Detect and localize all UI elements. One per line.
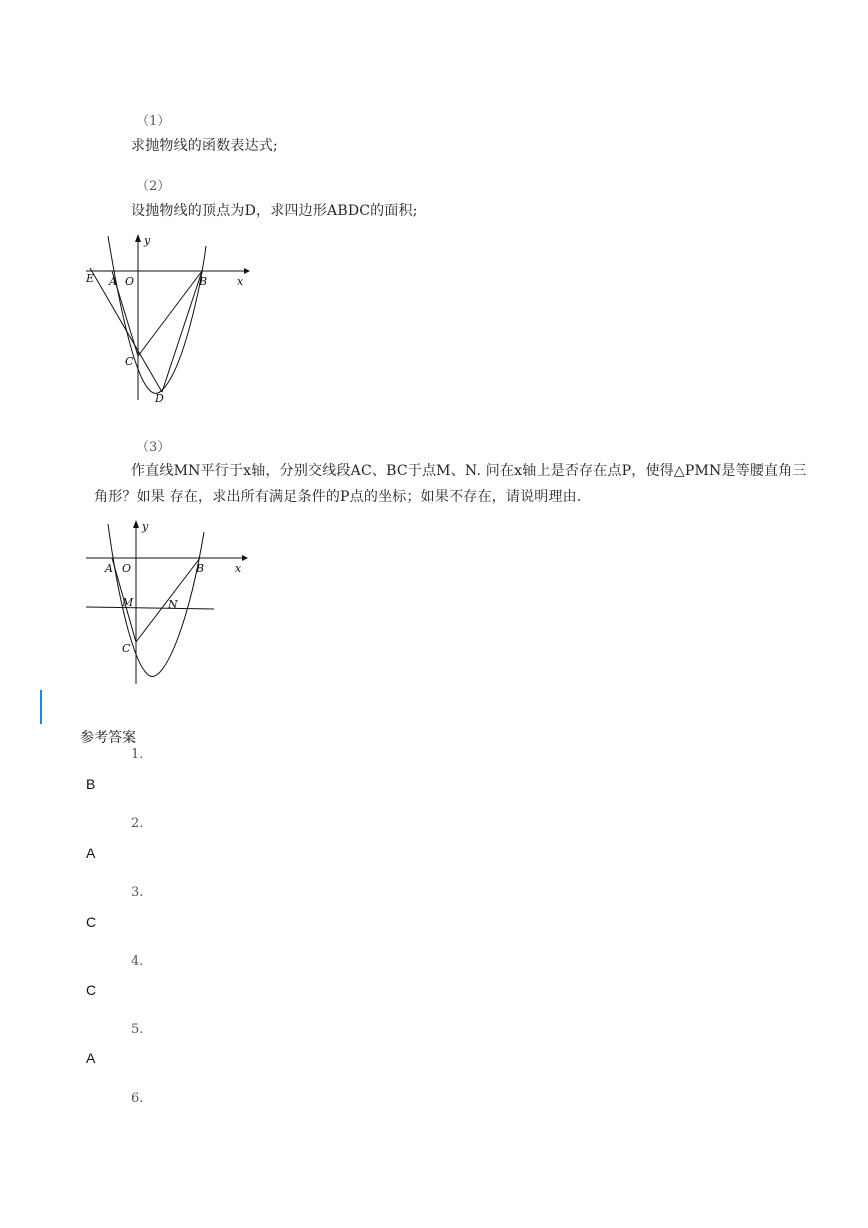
part3-question-line1: 作直线MN平行于x轴，分别交线段AC、BC于点M、N. 问在x轴上是否存在点P，使得△PMN是等腰直角三 <box>131 463 807 479</box>
label-O: O <box>122 562 132 575</box>
label-y: y <box>144 234 151 247</box>
label-A: A <box>109 275 117 288</box>
answers-heading: 参考答案 <box>80 730 136 746</box>
answer-4-value: C <box>86 982 97 998</box>
figure-2-parabola-mn <box>82 518 252 688</box>
answer-1-number: 1. <box>131 747 144 762</box>
label-y: y <box>142 520 149 533</box>
x-axis-arrow-icon <box>244 268 250 274</box>
part2-number: （2） <box>136 179 171 194</box>
label-O: O <box>125 275 135 288</box>
label-B: B <box>196 562 205 575</box>
line-BD <box>162 271 202 392</box>
label-C: C <box>125 355 134 368</box>
label-x: x <box>237 275 244 288</box>
answer-6-number: 6. <box>131 1091 144 1106</box>
answer-5-value: A <box>86 1050 96 1066</box>
parabola-curve <box>108 236 206 393</box>
label-E: E <box>86 272 95 285</box>
label-M: M <box>122 596 134 609</box>
line-CB <box>138 271 202 356</box>
answer-2-number: 2. <box>131 816 144 831</box>
part2-question: 设抛物线的顶点为D，求四边形ABDC的面积; <box>131 203 418 219</box>
answer-3-number: 3. <box>131 885 144 900</box>
label-C: C <box>122 642 131 655</box>
answer-2-value: A <box>86 845 96 861</box>
label-B: B <box>199 275 208 288</box>
label-x: x <box>235 562 242 575</box>
part1-number: （1） <box>136 114 171 129</box>
text-cursor <box>40 690 42 724</box>
answer-1-value: B <box>86 776 96 792</box>
x-axis-arrow-icon <box>242 555 248 561</box>
part3-question-line2: 角形？如果 存在，求出所有满足条件的P点的坐标；如果不存在，请说明理由. <box>94 489 582 505</box>
answer-3-value: C <box>86 914 97 930</box>
line-MN <box>86 607 214 609</box>
figure-1-parabola-quadrilateral <box>82 232 252 412</box>
label-N: N <box>168 598 178 611</box>
answer-4-number: 4. <box>131 954 144 969</box>
part3-number: （3） <box>136 440 171 455</box>
part1-question: 求抛物线的函数表达式; <box>131 138 278 154</box>
label-A: A <box>105 562 113 575</box>
y-axis-arrow-icon <box>133 520 139 528</box>
answer-5-number: 5. <box>131 1022 144 1037</box>
label-D: D <box>155 392 164 405</box>
y-axis-arrow-icon <box>135 234 141 242</box>
